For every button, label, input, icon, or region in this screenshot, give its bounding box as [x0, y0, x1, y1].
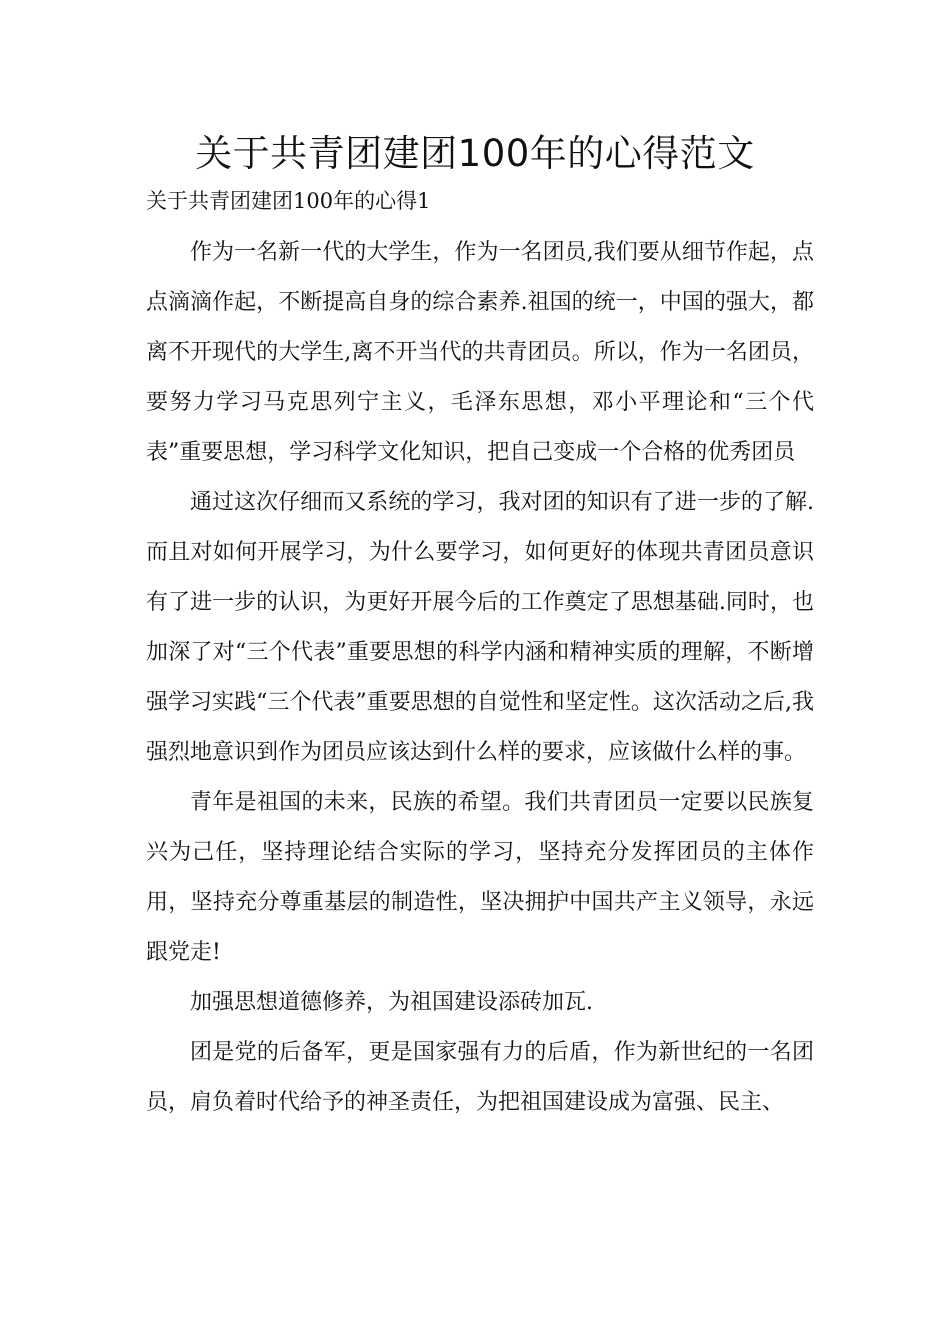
- document-title: 关于共青团建团100年的心得范文: [195, 132, 755, 175]
- paragraph-2: 通过这次仔细而又系统的学习，我对团的知识有了进一步的了解.而且对如何开展学习，为什么要学习，如何更好的体现共青团员意识有了进一步的认识，为更好开展今后的工作奠定了思想基础.同时，也加深了对“三个代表”重要思想的科学内涵和精神实质的理解，不断增强学习实践“三个代表”重要思想的自觉性和坚定性。这次活动之后,我强烈地意识到作为团员应该达到什么样的要求，应该做什么样的事。: [146, 490, 814, 765]
- paragraph-4: 加强思想道德修养，为祖国建设添砖加瓦.: [190, 990, 593, 1015]
- paragraph-3: 青年是祖国的未来，民族的希望。我们共青团员一定要以民族复兴为己任，坚持理论结合实际的学习，坚持充分发挥团员的主体作用，坚持充分尊重基层的制造性，坚决拥护中国共产主义领导，永远跟党走!: [146, 790, 814, 965]
- paragraph-1: 作为一名新一代的大学生，作为一名团员,我们要从细节作起，点点滴滴作起，不断提高自身的综合素养.祖国的统一，中国的强大，都离不开现代的大学生,离不开当代的共青团员。所以，作为一名团员，要努力学习马克思列宁主义，毛泽东思想，邓小平理论和“三个代表”重要思想，学习科学文化知识，把自己变成一个合格的优秀团员: [146, 240, 814, 465]
- document-body: [146, 228, 814, 1128]
- section-heading: 关于共青团建团100年的心得1: [146, 189, 431, 213]
- paragraph-5: 团是党的后备军，更是国家强有力的后盾，作为新世纪的一名团员，肩负着时代给予的神圣责任，为把祖国建设成为富强、民主、: [146, 1040, 814, 1115]
